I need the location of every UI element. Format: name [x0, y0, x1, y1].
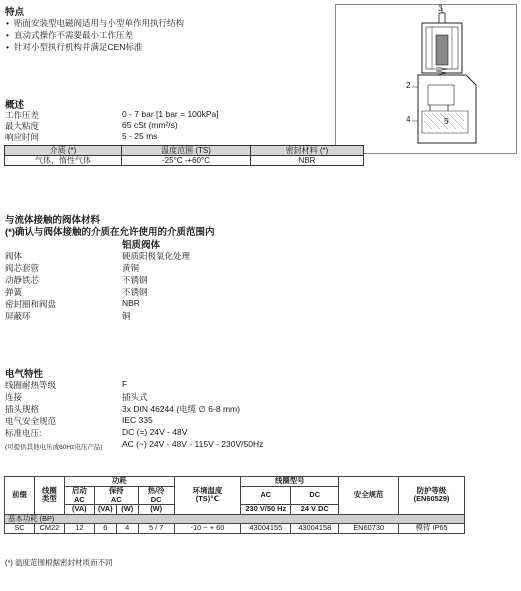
unit-w-dc: (W) — [138, 505, 174, 515]
cell-holding-va: 6 — [94, 524, 116, 534]
material-label: 弹簧 — [5, 287, 23, 297]
header-ambient-line2: (TS)℃ — [195, 494, 220, 504]
medium-table — [4, 145, 364, 166]
voltage-60hz-note: (可提供其他电压或60Hz电压产品) — [5, 444, 103, 451]
electrical-row — [5, 379, 425, 390]
overview-row — [5, 109, 425, 120]
spec-table — [4, 476, 465, 534]
unit-va-holding: (VA) — [94, 505, 116, 515]
electrical-label: 电气安全规范 — [5, 416, 57, 426]
header-seal-material: 密封材料 (*) — [251, 146, 364, 156]
electrical-row — [5, 427, 425, 438]
header-coil-type-line2: 类型 — [41, 494, 57, 504]
header-inrush-line1: 启动 — [71, 486, 87, 495]
spec-section-label: 基本功耗 (BP) — [5, 514, 465, 524]
overview-value: 5 - 25 ms — [122, 131, 158, 141]
header-voltage-ac: 230 V/50 Hz — [241, 505, 291, 515]
material-label: 密封圈和阀盘 — [5, 299, 57, 309]
header-holding-line1: 保持 — [108, 486, 124, 495]
features-title: 特点 — [5, 7, 25, 18]
header-coil-type-line1: 线圈 — [41, 485, 57, 495]
voltage-ac: AC (~) 24V - 48V - 115V - 230V/50Hz — [122, 439, 264, 449]
materials-subtitle: (*)确认与阀体接触的介质在允许使用的介质范围内 — [5, 227, 215, 238]
cell-coil-dc: 43004158 — [291, 524, 339, 534]
header-medium: 介质 (*) — [5, 146, 122, 156]
header-ambient — [174, 477, 241, 515]
header-holding-line2: AC — [110, 494, 122, 504]
port-label-3: 3 — [438, 4, 443, 13]
unit-w-holding: (W) — [116, 505, 138, 515]
header-inrush-line2: AC — [73, 494, 85, 504]
cell-holding-w: 4 — [116, 524, 138, 534]
header-holding — [94, 487, 138, 505]
overview-label: 最大粘度 — [5, 121, 40, 131]
port-label-2: 2 — [406, 81, 411, 90]
feature-item: • 针对小型执行机构并满足CEN标准 — [6, 41, 142, 53]
materials-title: 与流体接触的阀体材料 — [5, 215, 101, 226]
material-value: 不锈钢 — [122, 275, 148, 285]
material-row — [5, 286, 425, 297]
overview-value: 65 cSt (mm²/s) — [122, 120, 178, 130]
material-label: 阀体 — [5, 251, 23, 261]
cell-inrush: 12 — [64, 524, 94, 534]
electrical-value: 插头式 — [122, 392, 148, 402]
electrical-label: 标准电压: — [5, 428, 42, 438]
material-label: 阀芯套管 — [5, 263, 40, 273]
spec-footnote: (*) 温度范围根据密封材质而不同 — [5, 558, 113, 567]
cell-coil-ac: 43004155 — [241, 524, 291, 534]
port-label-4: 4 — [406, 115, 411, 124]
electrical-label: 连接 — [5, 392, 23, 402]
material-value: 硬质阳极氧化处理 — [122, 251, 191, 261]
header-protection-line2: (EN60529) — [413, 494, 450, 504]
material-value: 黄铜 — [122, 263, 140, 273]
header-hotcold-line2: DC — [150, 494, 162, 504]
header-protection-line1: 防护等级 — [416, 485, 447, 495]
cell-hotcold: 5 / 7 — [138, 524, 174, 534]
header-temp-range: 温度范围 (TS) — [122, 146, 251, 156]
materials-col-header: 铝质阀体 — [122, 240, 161, 251]
material-value: 铜 — [122, 311, 131, 321]
overview-value: 0 - 7 bar [1 bar = 100kPa] — [122, 109, 219, 119]
cell-temp-range: -25°C -+60°C — [122, 156, 251, 166]
header-safety: 安全规范 — [339, 477, 399, 515]
material-row — [5, 250, 425, 261]
unit-va-inrush: (VA) — [64, 505, 94, 515]
cell-seal-material: NBR — [251, 156, 364, 166]
spec-header-row-1 — [5, 477, 465, 487]
electrical-row — [5, 403, 425, 414]
header-power: 功耗 — [64, 477, 174, 487]
spec-section-row — [5, 514, 465, 524]
electrical-label: 插头规格 — [5, 404, 40, 414]
electrical-value: IEC 335 — [122, 415, 153, 425]
overview-label: 工作压差 — [5, 110, 40, 120]
header-prefix: 前缀 — [5, 477, 35, 515]
electrical-value: 3x DIN 46244 (电缆 ∅ 6-8 mm) — [122, 404, 240, 414]
header-inrush — [64, 487, 94, 505]
cell-safety: EN60730 — [339, 524, 399, 534]
header-hotcold — [138, 487, 174, 505]
cell-protection: 模铸 IP65 — [399, 524, 465, 534]
material-value: NBR — [122, 298, 140, 308]
overview-row — [5, 131, 425, 142]
cell-prefix: SC — [5, 524, 35, 534]
header-ambient-line1: 环境温度 — [192, 485, 223, 495]
electrical-value: DC (=) 24V - 48V — [122, 427, 188, 437]
material-label: 动静铁芯 — [5, 275, 40, 285]
medium-table-row — [5, 156, 364, 166]
material-value: 不锈钢 — [122, 287, 148, 297]
header-protection — [399, 477, 465, 515]
cell-ambient: -10 ~ + 60 — [174, 524, 241, 534]
material-row — [5, 298, 425, 309]
overview-label: 响应时间 — [5, 132, 40, 142]
overview-title: 概述 — [5, 100, 25, 111]
medium-table-header — [5, 146, 364, 156]
electrical-row — [5, 415, 425, 426]
header-dc: DC — [291, 487, 339, 505]
cell-medium: 气体，惰性气体 — [5, 156, 122, 166]
spec-data-row — [5, 524, 465, 534]
electrical-value: F — [122, 379, 128, 389]
electrical-row — [5, 391, 425, 402]
header-hotcold-line1: 热/冷 — [147, 486, 165, 495]
material-label: 屏蔽环 — [5, 311, 31, 321]
port-label-5: 5 — [444, 117, 449, 126]
cell-coil-type: CM22 — [34, 524, 64, 534]
header-voltage-dc: 24 V DC — [291, 505, 339, 515]
overview-row — [5, 120, 425, 131]
feature-item: • 贴面安装型电磁阀适用与小型单作用执行结构 — [6, 17, 184, 29]
feature-item: • 直动式操作不需要最小工作压差 — [6, 29, 133, 41]
header-ac: AC — [241, 487, 291, 505]
electrical-title: 电气特性 — [5, 369, 44, 380]
material-row — [5, 262, 425, 273]
material-row — [5, 274, 425, 285]
header-coil-model: 线圈型号 — [241, 477, 339, 487]
header-coil-type — [34, 477, 64, 515]
electrical-label: 线圈耐热等级 — [5, 380, 57, 390]
material-row — [5, 310, 425, 321]
